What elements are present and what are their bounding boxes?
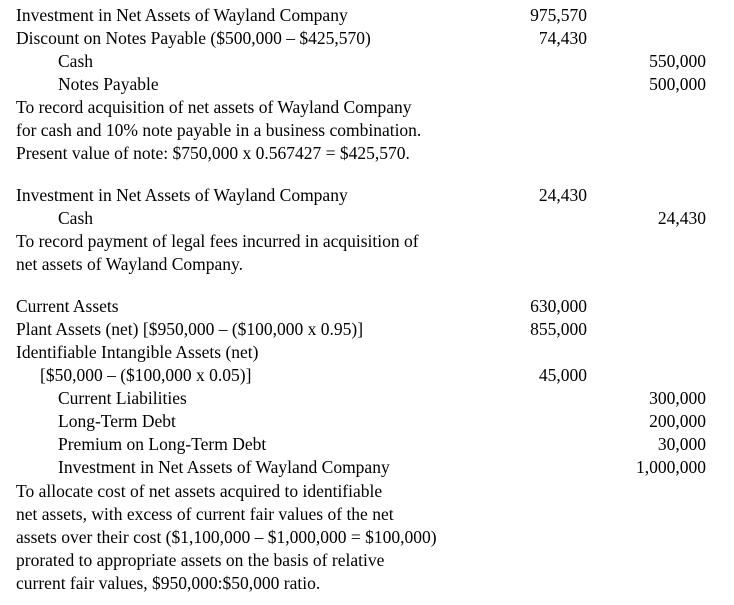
credit-amount: 24,430 xyxy=(657,208,706,228)
debit-amount: 975,570 xyxy=(530,5,587,25)
entry-explanation xyxy=(0,230,734,253)
journal-line xyxy=(0,50,734,73)
entry-explanation xyxy=(0,572,734,595)
account-name: Investment in Net Assets of Wayland Company xyxy=(16,185,348,205)
account-name: Cash xyxy=(58,51,93,71)
account-name: Long-Term Debt xyxy=(58,411,176,431)
journal-line xyxy=(0,364,734,387)
journal-line xyxy=(0,207,734,230)
credit-amount: 300,000 xyxy=(649,388,706,408)
journal-line xyxy=(0,456,734,479)
entry-explanation xyxy=(0,549,734,572)
entry-explanation xyxy=(0,480,734,503)
credit-amount: 500,000 xyxy=(649,74,706,94)
explanation-text: To record payment of legal fees incurred in acquisition of xyxy=(16,231,419,251)
entry-explanation xyxy=(0,96,734,119)
account-name: Cash xyxy=(58,208,93,228)
explanation-text: Present value of note: $750,000 x 0.567427 = $425,570. xyxy=(16,143,410,163)
account-name: Current Liabilities xyxy=(58,388,187,408)
account-name: Identifiable Intangible Assets (net) xyxy=(16,342,259,362)
journal-line xyxy=(0,410,734,433)
explanation-text: net assets, with excess of current fair values of the net xyxy=(16,504,394,524)
journal-line xyxy=(0,27,734,50)
explanation-text: net assets of Wayland Company. xyxy=(16,254,244,274)
credit-amount: 550,000 xyxy=(649,51,706,71)
journal-line xyxy=(0,73,734,96)
debit-amount: 630,000 xyxy=(530,296,587,316)
journal-line xyxy=(0,387,734,410)
journal-line xyxy=(0,4,734,27)
entry-explanation xyxy=(0,503,734,526)
account-name: Investment in Net Assets of Wayland Company xyxy=(58,457,390,477)
debit-amount: 74,430 xyxy=(538,28,587,48)
account-name: Notes Payable xyxy=(58,74,159,94)
journal-line xyxy=(0,433,734,456)
explanation-text: To allocate cost of net assets acquired to identifiable xyxy=(16,481,383,501)
credit-amount: 30,000 xyxy=(657,434,706,454)
debit-amount: 24,430 xyxy=(538,185,587,205)
journal-line xyxy=(0,341,734,364)
journal-line xyxy=(0,295,734,318)
account-name: Current Assets xyxy=(16,296,119,316)
entry-explanation xyxy=(0,526,734,549)
journal-line xyxy=(0,318,734,341)
debit-amount: 45,000 xyxy=(538,365,587,385)
explanation-text: To record acquisition of net assets of Wayland Company xyxy=(16,97,412,117)
account-name: Discount on Notes Payable ($500,000 – $425,570) xyxy=(16,28,371,48)
debit-amount: 855,000 xyxy=(530,319,587,339)
journal-line xyxy=(0,184,734,207)
entry-explanation xyxy=(0,119,734,142)
explanation-text: current fair values, $950,000:$50,000 ratio. xyxy=(16,573,321,593)
entry-explanation xyxy=(0,253,734,276)
account-name: Premium on Long-Term Debt xyxy=(58,434,267,454)
account-name: Investment in Net Assets of Wayland Company xyxy=(16,5,348,25)
account-name: Plant Assets (net) [$950,000 – ($100,000 x 0.95)] xyxy=(16,319,364,339)
explanation-text: assets over their cost ($1,100,000 – $1,000,000 = $100,000) xyxy=(16,527,437,547)
credit-amount: 200,000 xyxy=(649,411,706,431)
entry-explanation xyxy=(0,142,734,165)
explanation-text: prorated to appropriate assets on the basis of relative xyxy=(16,550,385,570)
account-name: [$50,000 – ($100,000 x 0.05)] xyxy=(40,365,252,385)
credit-amount: 1,000,000 xyxy=(636,457,706,477)
explanation-text: for cash and 10% note payable in a business combination. xyxy=(16,120,422,140)
